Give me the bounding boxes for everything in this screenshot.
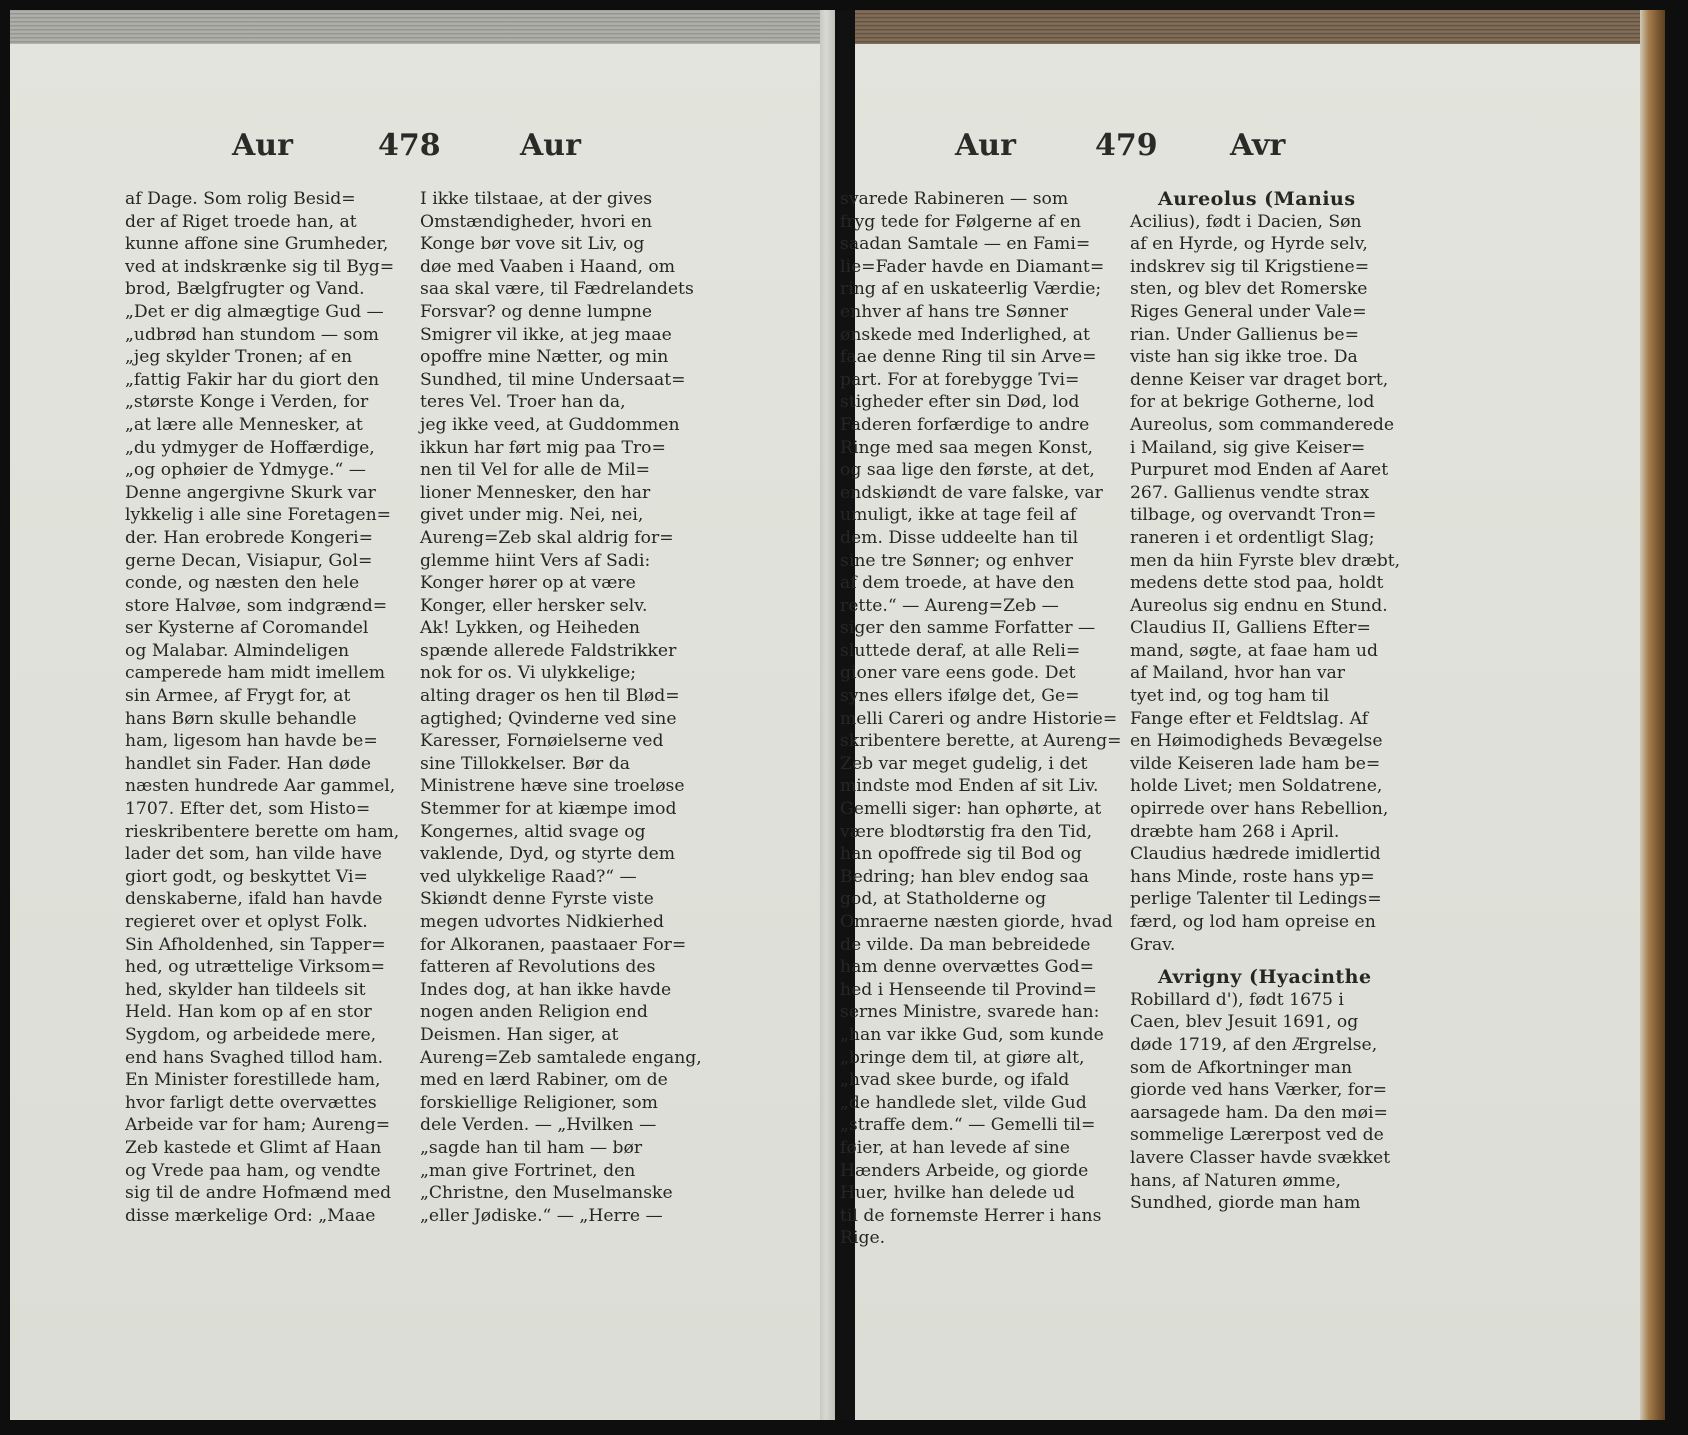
text-line: af Mailand, hvor han var xyxy=(1130,663,1345,684)
text-line: Denne angergivne Skurk var xyxy=(125,482,376,503)
text-line: endskiøndt de vare falske, var xyxy=(840,482,1103,503)
text-line: lader det som, han vilde have xyxy=(125,844,382,865)
text-line: Gemelli siger: han ophørte, at xyxy=(840,799,1102,820)
text-line: giort godt, og beskyttet Vi= xyxy=(125,866,368,887)
right-header-left-word: Aur xyxy=(955,128,1016,163)
text-line: faae denne Ring til sin Arve= xyxy=(840,347,1097,368)
left-header-left-word: Aur xyxy=(232,128,293,163)
left-column-1 xyxy=(125,188,405,1227)
text-line: agtighed; Qvinderne ved sine xyxy=(420,708,677,729)
text-line: megen udvortes Nidkierhed xyxy=(420,912,664,932)
text-line: „fattig Fakir har du giort den xyxy=(125,369,380,390)
text-line: for Alkoranen, paastaaer For= xyxy=(420,934,687,955)
text-line: der. Han erobrede Kongeri= xyxy=(125,527,374,548)
text-line: Rige. xyxy=(840,1228,886,1249)
text-line: Stemmer for at kiæmpe imod xyxy=(420,799,677,820)
text-line: sine Tillokkelser. Bør da xyxy=(420,753,630,774)
text-line: „Det er dig almægtige Gud — xyxy=(125,301,384,322)
text-line: hed, skylder han tildeels sit xyxy=(125,979,366,1000)
text-line: „hvad skee burde, og ifald xyxy=(840,1070,1070,1091)
text-line: vilde Keiseren lade ham be= xyxy=(1130,753,1381,774)
page-edge-left xyxy=(10,10,835,44)
text-line: brod, Bælgfrugter og Vand. xyxy=(125,279,365,300)
text-line: tilbage, og overvandt Tron= xyxy=(1130,505,1377,526)
left-column-2 xyxy=(420,188,700,1227)
text-line: aarsagede ham. Da den møi= xyxy=(1130,1102,1388,1123)
text-line: Forsvar? og denne lumpne xyxy=(420,301,653,322)
text-line: lioner Mennesker, den har xyxy=(420,482,651,503)
text-line: „og ophøier de Ydmyge.“ — xyxy=(125,460,366,481)
text-line: holde Livet; men Soldatrene, xyxy=(1130,776,1383,797)
text-line: Huer, hvilke han delede ud xyxy=(840,1183,1075,1204)
text-line: lie=Fader havde en Diamant= xyxy=(840,256,1105,277)
text-line: Hænders Arbeide, og giorde xyxy=(840,1160,1089,1181)
text-line: dem. Disse uddeelte han til xyxy=(840,527,1079,548)
text-line: hed i Henseende til Provind= xyxy=(840,979,1097,1000)
text-line: glemme hiint Vers af Sadi: xyxy=(420,550,651,571)
text-line: Karesser, Fornøielserne ved xyxy=(420,731,664,752)
text-line: sine tre Sønner; og enhver xyxy=(840,550,1073,571)
text-line: Sundhed, giorde man ham xyxy=(1130,1193,1361,1214)
text-line: sernes Ministre, svarede han: xyxy=(840,1002,1100,1023)
text-line: Claudius II, Galliens Efter= xyxy=(1130,618,1371,639)
left-page xyxy=(10,10,835,1420)
text-line: lykkelig i alle sine Foretagen= xyxy=(125,505,392,526)
text-line: Konge bør vove sit Liv, og xyxy=(420,234,645,255)
text-line: 1707. Efter det, som Histo= xyxy=(125,799,371,820)
text-line: og Malabar. Almindeligen xyxy=(125,640,350,661)
text-line: ikkun har ført mig paa Tro= xyxy=(420,437,666,458)
right-page xyxy=(840,10,1665,1420)
text-line: de vilde. Da man bebreidede xyxy=(840,934,1091,955)
right-column-2 xyxy=(1130,188,1400,1215)
text-line: der af Riget troede han, at xyxy=(125,211,357,232)
text-line: gerne Decan, Visiapur, Gol= xyxy=(125,550,373,571)
text-line: Smigrer vil ikke, at jeg maae xyxy=(420,324,672,345)
text-line: saadan Samtale — en Fami= xyxy=(840,234,1091,255)
text-line: enhver af hans tre Sønner xyxy=(840,301,1069,322)
text-line: dele Verden. — „Hvilken — xyxy=(420,1115,657,1136)
text-line: melli Careri og andre Historie= xyxy=(840,708,1118,729)
text-line: Ministrene hæve sine troeløse xyxy=(420,776,685,797)
text-line: tyet ind, og tog ham til xyxy=(1130,686,1330,707)
gutter-left xyxy=(820,10,835,1420)
text-line: Acilius), født i Dacien, Søn xyxy=(1130,211,1362,232)
text-line: Omraerne næsten giorde, hvad xyxy=(840,912,1113,932)
text-line: næsten hundrede Aar gammel, xyxy=(125,776,396,797)
text-line: Ak! Lykken, og Heiheden xyxy=(420,618,640,639)
text-line: hed, og utrættelige Virksom= xyxy=(125,957,386,978)
text-line: ved ulykkelige Raad?“ — xyxy=(420,866,637,887)
text-line: hans, af Naturen ømme, xyxy=(1130,1170,1341,1191)
text-line: saa skal være, til Fædrelandets xyxy=(420,279,694,300)
text-line: regieret over et oplyst Folk. xyxy=(125,912,368,932)
text-line: dræbte ham 268 i April. xyxy=(1130,821,1340,842)
text-line: synes ellers ifølge det, Ge= xyxy=(840,686,1080,707)
text-line: Sundhed, til mine Undersaat= xyxy=(420,369,686,390)
text-line: jeg ikke veed, at Guddommen xyxy=(420,414,680,435)
text-line: medens dette stod paa, holdt xyxy=(1130,573,1384,594)
text-line: hans Børn skulle behandle xyxy=(125,708,357,729)
text-line: „eller Jødiske.“ — „Herre — xyxy=(420,1205,663,1226)
text-line: givet under mig. Nei, nei, xyxy=(420,505,644,526)
text-line: ser Kysterne af Coromandel xyxy=(125,618,369,639)
text-line: rette.“ — Aureng=Zeb — xyxy=(840,595,1059,616)
text-line: sluttede deraf, at alle Reli= xyxy=(840,640,1081,661)
text-line: end hans Svaghed tillod ham. xyxy=(125,1047,384,1068)
text-line: „man give Fortrinet, den xyxy=(420,1160,636,1181)
text-line: spænde allerede Faldstrikker xyxy=(420,640,677,661)
left-header-right-word: Aur xyxy=(520,128,581,163)
text-line: „jeg skylder Tronen; af en xyxy=(125,347,353,368)
text-line: handlet sin Fader. Han døde xyxy=(125,753,372,774)
text-line: Bedring; han blev endog saa xyxy=(840,866,1089,887)
text-line: nok for os. Vi ulykkelige; xyxy=(420,663,637,684)
text-line: Grav. xyxy=(1130,934,1176,955)
text-line: svarede Rabineren — som xyxy=(840,189,1069,209)
text-line: disse mærkelige Ord: „Maae xyxy=(125,1205,376,1226)
entry-title: Aureolus (Manius xyxy=(1158,188,1356,210)
text-line: færd, og lod ham opreise en xyxy=(1130,912,1376,932)
text-line: mand, søgte, at faae ham ud xyxy=(1130,640,1378,661)
text-line: mindste mod Enden af sit Liv. xyxy=(840,776,1099,797)
text-line: giorde ved hans Værker, for= xyxy=(1130,1080,1388,1101)
text-line: Sygdom, og arbeidede mere, xyxy=(125,1024,377,1045)
text-line: Zeb kastede et Glimt af Haan xyxy=(125,1137,382,1158)
text-line: Held. Han kom op af en stor xyxy=(125,1002,372,1023)
text-line: Konger, eller hersker selv. xyxy=(420,595,648,616)
text-line: alting drager os hen til Blød= xyxy=(420,686,680,707)
text-line: Zeb var meget gudelig, i det xyxy=(840,753,1088,774)
text-line: nogen anden Religion end xyxy=(420,1002,648,1023)
text-line: „du ydmyger de Hoffærdige, xyxy=(125,437,375,458)
text-line: fryg tede for Følgerne af en xyxy=(840,211,1082,232)
text-line: sommelige Lærerpost ved de xyxy=(1130,1125,1384,1146)
text-line: fatteren af Revolutions des xyxy=(420,957,656,978)
text-line: hvor farligt dette overvættes xyxy=(125,1092,377,1113)
text-line: „sagde han til ham — bør xyxy=(420,1137,643,1158)
right-page-number: 479 xyxy=(1095,128,1158,163)
text-line: perlige Talenter til Ledings= xyxy=(1130,889,1382,910)
text-line: Sin Afholdenhed, sin Tapper= xyxy=(125,934,386,955)
text-line: „udbrød han stundom — som xyxy=(125,324,379,345)
text-line: denne Keiser var draget bort, xyxy=(1130,369,1389,390)
text-line: rieskribentere berette om ham, xyxy=(125,821,400,842)
text-line: opoffre mine Nætter, og min xyxy=(420,347,669,368)
text-line: opirrede over hans Rebellion, xyxy=(1130,799,1389,820)
text-line: være blodtørstig fra den Tid, xyxy=(840,821,1093,842)
text-line: „han var ikke Gud, som kunde xyxy=(840,1024,1104,1045)
text-line: Skiøndt denne Fyrste viste xyxy=(420,889,654,910)
text-line: og saa lige den første, at det, xyxy=(840,460,1095,481)
text-line: sig til de andre Hofmænd med xyxy=(125,1183,392,1204)
text-line: lavere Classer havde svækket xyxy=(1130,1147,1391,1168)
text-line: Faderen forfærdige to andre xyxy=(840,414,1090,435)
text-line: Arbeide var for ham; Aureng= xyxy=(125,1115,391,1136)
text-line: af en Hyrde, og Hyrde selv, xyxy=(1130,234,1368,255)
text-line: sin Armee, af Frygt for, at xyxy=(125,686,351,707)
text-line: part. For at forebygge Tvi= xyxy=(840,369,1080,390)
text-line: teres Vel. Troer han da, xyxy=(420,392,626,413)
text-line: Indes dog, at han ikke havde xyxy=(420,979,672,1000)
text-line: ham denne overvættes God= xyxy=(840,957,1095,978)
text-line: kunne affone sine Grumheder, xyxy=(125,234,389,255)
text-line: Aureolus, som commanderede xyxy=(1130,414,1395,435)
text-line: ønskede med Inderlighed, at xyxy=(840,324,1090,345)
text-line: raneren i et ordentligt Slag; xyxy=(1130,527,1375,548)
text-line: Claudius hædrede imidlertid xyxy=(1130,844,1381,865)
text-line: Ringe med saa megen Konst, xyxy=(840,437,1094,458)
text-line: til de fornemste Herrer i hans xyxy=(840,1205,1102,1226)
text-line: „største Konge i Verden, for xyxy=(125,392,369,413)
entry-title: Avrigny (Hyacinthe xyxy=(1158,966,1372,989)
text-line: Kongernes, altid svage og xyxy=(420,821,646,842)
text-line: conde, og næsten den hele xyxy=(125,573,360,594)
text-line: en Høimodigheds Bevægelse xyxy=(1130,731,1383,752)
text-line: Caen, blev Jesuit 1691, og xyxy=(1130,1012,1359,1033)
text-line: skribentere berette, at Aureng= xyxy=(840,731,1122,752)
entry-spacer xyxy=(1130,956,1400,966)
text-line: „bringe dem til, at giøre alt, xyxy=(840,1047,1085,1068)
text-line: ved at indskrænke sig til Byg= xyxy=(125,256,395,277)
text-line: forskiellige Religioner, som xyxy=(420,1092,658,1113)
text-line: indskrev sig til Krigstiene= xyxy=(1130,256,1370,277)
text-line: sten, og blev det Romerske xyxy=(1130,279,1368,300)
text-line: han opoffrede sig til Bod og xyxy=(840,844,1082,865)
text-line: Omstændigheder, hvori en xyxy=(420,211,653,232)
text-line: døe med Vaaben i Haand, om xyxy=(420,256,676,277)
book-binding xyxy=(1640,10,1665,1420)
text-line: nen til Vel for alle de Mil= xyxy=(420,460,650,481)
right-column-1 xyxy=(840,188,1122,1250)
text-line: Robillard d'), født 1675 i xyxy=(1130,989,1344,1010)
text-line: af Dage. Som rolig Besid= xyxy=(125,189,356,209)
text-line: denskaberne, ifald han havde xyxy=(125,889,383,910)
text-line: siger den samme Forfatter — xyxy=(840,618,1096,639)
text-line: „straffe dem.“ — Gemelli til= xyxy=(840,1115,1096,1136)
text-line: Aureng=Zeb skal aldrig for= xyxy=(420,527,674,548)
text-line: store Halvøe, som indgrænd= xyxy=(125,595,388,616)
text-line: Riges General under Vale= xyxy=(1130,301,1367,322)
text-line: 267. Gallienus vendte strax xyxy=(1130,482,1370,503)
text-line: „Christne, den Muselmanske xyxy=(420,1183,673,1204)
text-line: stigheder efter sin Død, lod xyxy=(840,392,1080,413)
text-line: Deismen. Han siger, at xyxy=(420,1024,619,1045)
text-line: i Mailand, sig give Keiser= xyxy=(1130,437,1366,458)
text-line: ham, ligesom han havde be= xyxy=(125,731,378,752)
text-line: føier, at han levede af sine xyxy=(840,1137,1070,1158)
text-line: „de handlede slet, vilde Gud xyxy=(840,1092,1087,1113)
right-header-right-word: Avr xyxy=(1230,128,1286,163)
page-edge-right xyxy=(855,10,1665,44)
text-line: hans Minde, roste hans yp= xyxy=(1130,866,1375,887)
text-line: ring af en uskateerlig Værdie; xyxy=(840,279,1102,300)
text-line: Konger hører op at være xyxy=(420,573,636,594)
text-line: camperede ham midt imellem xyxy=(125,663,386,684)
text-line: Purpuret mod Enden af Aaret xyxy=(1130,460,1389,481)
text-line: med en lærd Rabiner, om de xyxy=(420,1070,668,1091)
text-line: rian. Under Gallienus be= xyxy=(1130,324,1360,345)
text-line: I ikke tilstaae, at der gives xyxy=(420,189,653,209)
text-line: umuligt, ikke at tage feil af xyxy=(840,505,1077,526)
text-line: En Minister forestillede ham, xyxy=(125,1070,381,1091)
text-line: og Vrede paa ham, og vendte xyxy=(125,1160,381,1181)
text-line: „at lære alle Mennesker, at xyxy=(125,414,363,435)
text-line: Fange efter et Feldtslag. Af xyxy=(1130,708,1369,729)
text-line: Aureng=Zeb samtalede engang, xyxy=(420,1047,702,1068)
text-line: men da hiin Fyrste blev dræbt, xyxy=(1130,550,1401,571)
text-line: Aureolus sig endnu en Stund. xyxy=(1130,595,1388,616)
text-line: gioner vare eens gode. Det xyxy=(840,663,1076,684)
text-line: af dem troede, at have den xyxy=(840,573,1075,594)
text-line: viste han sig ikke troe. Da xyxy=(1130,347,1358,368)
text-line: som de Afkortninger man xyxy=(1130,1057,1353,1078)
text-line: for at bekrige Gotherne, lod xyxy=(1130,392,1375,413)
text-line: god, at Statholderne og xyxy=(840,889,1047,910)
text-line: døde 1719, af den Ærgrelse, xyxy=(1130,1034,1378,1055)
left-page-number: 478 xyxy=(378,128,441,163)
text-line: vaklende, Dyd, og styrte dem xyxy=(420,844,676,865)
